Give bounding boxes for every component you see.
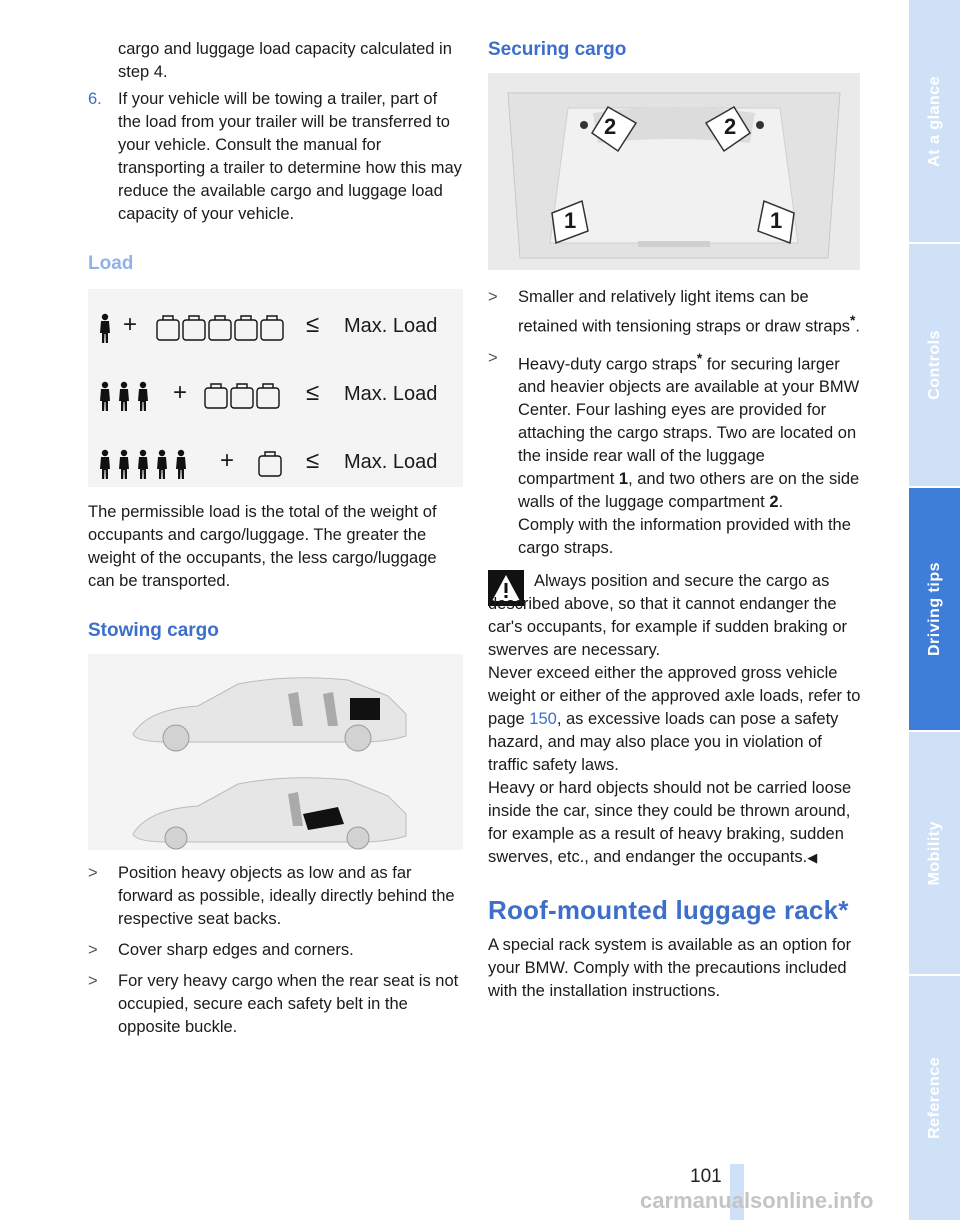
load-heading: Load [88,253,134,274]
warning-lead [488,570,863,662]
stowing-heading: Stowing cargo [88,620,219,641]
bullet1-end: . [855,317,860,336]
securing-heading: Securing cargo [488,39,627,60]
step-text: If your vehicle will be towing a trailer, part of the load from your trailer will be transferred to your vehicle. Consult the manual for transporting a trailer to determine how this may reduce the available cargo and luggage load capacity of your vehicle. [118,90,462,223]
end-mark-icon: ◀ [807,850,818,865]
bullet-text [518,347,863,561]
trunk-graphic [488,73,860,270]
bullet1-text: Smaller and relatively light items can be retained with tensioning straps or draw straps [518,288,850,336]
list-item [88,862,463,931]
section-sidebar [909,0,960,1220]
warning-p2-pre: Never exceed either the approved gross vehicle weight or either of the approved axle loads, refer to page [488,664,861,728]
bullet-marker: > [488,288,498,306]
tab-mobility[interactable] [909,732,960,974]
bullet2-mid: , and two others are on the side walls of the luggage compartment [518,470,860,511]
bullet-marker: > [488,348,498,367]
load-row-1 [88,313,463,345]
leq-sign: ≤ [306,311,320,338]
list-item [88,970,463,1039]
trunk-label-1-right: 1 [770,208,783,233]
tab-controls[interactable] [909,244,960,486]
trunk-label-1-left: 1 [564,208,577,233]
tab-at-a-glance[interactable] [909,0,960,242]
bullet2-end: . [778,493,784,511]
max-load-label: Max. Load [344,383,438,405]
warning-p2-post: , as excessive loads can pose a safety hazard, and may also place you in violation of traffic safety laws. [488,710,839,774]
warning-p3-text: Heavy or hard objects should not be carried loose inside the car, since they could be thrown around, for example as a result of heavy braking, sudden swerves, etc., and endanger the occupants. [488,779,852,866]
load-row-3 [88,449,463,481]
max-load-label: Max. Load [344,315,438,337]
step-6 [88,88,463,226]
bullet-marker: > [88,941,98,959]
tab-label: Driving tips [925,561,943,656]
list-item [488,286,863,339]
bullet-text: Position heavy objects as low and as far forward as possible, ideally directly behind the respective seat backs. [118,864,455,928]
step-number: 6. [88,90,102,108]
bullet2-post: for securing larger and heavier objects are available at your BMW Center. Four lashing eyes are provided for attaching the cargo straps. Two are located on the inside rear wall of the luggage compartment [518,355,860,488]
load-row-2 [88,381,463,413]
bullet2-pre: Heavy-duty cargo straps [518,355,697,373]
optional-star: * [850,313,856,328]
left-column [88,38,463,1039]
bullet-text: For very heavy cargo when the rear seat is not occupied, secure each safety belt in the opposite buckle. [118,972,459,1036]
leq-sign: ≤ [306,447,320,474]
warning-lead-text: Always position and secure the cargo as described above, so that it cannot endanger the car's occupants, for example if sudden braking or swerves are necessary. [488,572,848,659]
tab-driving-tips[interactable] [909,488,960,730]
list-item [488,347,863,561]
load-paragraph: The permissible load is the total of the weight of occupants and cargo/luggage. The greater the weight of the occupants, the less cargo/luggage can be transported. [88,503,437,590]
stowing-illustration [88,654,463,850]
warning-paragraph-3 [488,777,863,869]
tab-label: Controls [925,330,943,400]
roof-heading: Roof-mounted luggage rack* [488,895,849,925]
page-link-150[interactable]: 150 [529,710,557,728]
warning-box [488,570,863,869]
warning-paragraph-2 [488,662,863,777]
bullet-text: Cover sharp edges and corners. [118,941,354,959]
plus-sign: + [123,311,138,338]
bullet-marker: > [88,864,98,882]
optional-star: * [696,350,703,366]
ref-number-2: 2 [769,493,779,511]
roof-paragraph: A special rack system is available as an option for your BMW. Comply with the precautions included with the installation instructions. [488,936,852,1000]
ref-number-1: 1 [618,470,629,488]
tab-reference[interactable] [909,976,960,1220]
load-diagram [88,289,463,487]
bullet-marker: > [88,972,98,990]
list-item [88,939,463,962]
watermark: carmanualsonline.info [640,1188,874,1213]
bullet2-extra: Comply with the information provided with the cargo straps. [518,516,851,557]
bullet-text [518,286,863,339]
stowing-list [88,862,463,1039]
tab-label: Reference [925,1057,943,1139]
leq-sign: ≤ [306,379,320,406]
right-column [488,38,863,1003]
tab-label: Mobility [925,820,943,886]
trunk-label-2-right: 2 [724,114,737,139]
trunk-illustration [488,73,860,270]
car-side-views [88,654,463,850]
page-number: 101 [690,1166,722,1187]
tab-label: At a glance [925,75,943,167]
intro-continuation: cargo and luggage load capacity calculated in step 4. [118,40,452,81]
trunk-label-2-left: 2 [604,114,617,139]
max-load-label: Max. Load [344,451,438,473]
plus-sign: + [173,379,188,406]
plus-sign: + [220,447,235,474]
